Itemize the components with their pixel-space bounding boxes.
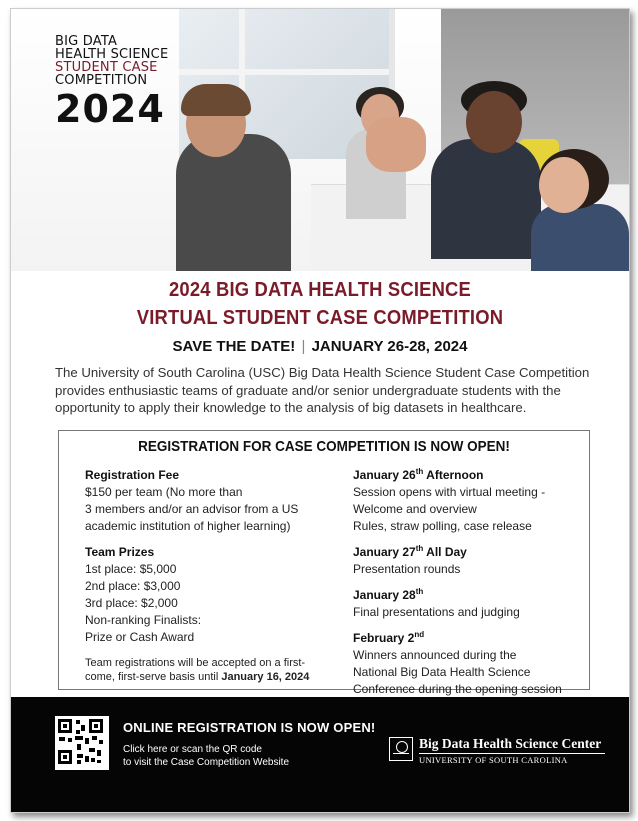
schedule-line: Presentation rounds	[353, 562, 461, 576]
online-registration-headline: ONLINE REGISTRATION IS NOW OPEN!	[123, 720, 376, 735]
registration-link-text[interactable]: to visit the Case Competition Website	[123, 757, 290, 768]
schedule-line: Welcome and overview	[353, 502, 477, 516]
schedule-line: Conference during the opening session	[353, 682, 562, 696]
prize-item: Prize or Cash Award	[85, 630, 195, 644]
registration-box	[58, 430, 590, 696]
schedule-line: National Big Data Health Science	[353, 665, 531, 679]
note-line-1: Team registrations will be accepted on a first-	[85, 657, 306, 669]
logo-line-4: COMPETITION	[55, 73, 148, 88]
note-deadline: January 16, 2024	[221, 671, 310, 683]
prize-item: Non-ranking Finalists:	[85, 613, 202, 627]
center-name: Big Data Health Science Center	[419, 736, 602, 751]
registration-note	[85, 656, 335, 684]
center-divider	[419, 753, 605, 754]
logo-year: 2024	[55, 87, 165, 131]
prizes-heading: Team Prizes	[85, 545, 155, 559]
high-five-hands	[366, 117, 426, 172]
qr-code-icon[interactable]	[55, 716, 109, 770]
registration-left-column	[85, 467, 335, 684]
person-4-head	[539, 157, 589, 213]
university-name: UNIVERSITY OF SOUTH CAROLINA	[419, 755, 568, 765]
schedule-line: Rules, straw polling, case release	[353, 519, 532, 533]
person-3-head	[466, 91, 522, 153]
fee-heading: Registration Fee	[85, 468, 180, 482]
schedule-day-heading: January 28th	[353, 587, 424, 602]
prize-item: 2nd place: $3,000	[85, 579, 181, 593]
save-separator: |	[301, 338, 306, 355]
fee-line: 3 members and/or an advisor from a US	[85, 502, 299, 516]
schedule-line: Winners announced during the	[353, 648, 517, 662]
logo-line-1: BIG DATA	[55, 34, 118, 49]
prize-item: 1st place: $5,000	[85, 562, 177, 576]
intro-paragraph: The University of South Carolina (USC) Big Data Health Science Student Case Competition provides enthusiastic teams of graduate and/or senior undergraduate students with the opportunity to apply their knowledge to the analysis of big datasets in healthcare.	[55, 365, 590, 415]
hero-photo	[11, 9, 629, 271]
schedule-day-heading: January 27th All Day	[353, 544, 467, 559]
registration-link-text[interactable]: Click here or scan the QR code	[123, 744, 262, 755]
title-line-1: 2024 BIG DATA HEALTH SCIENCE	[169, 279, 471, 301]
note-line-2: come, first-serve basis until	[85, 671, 219, 683]
person-4-body	[531, 204, 629, 271]
title-line-2: VIRTUAL STUDENT CASE COMPETITION	[136, 307, 504, 329]
flyer-page	[10, 8, 630, 813]
footer-banner	[11, 697, 629, 812]
person-1-body	[176, 134, 291, 271]
fee-line: $150 per team (No more than	[85, 485, 243, 499]
schedule-column	[353, 467, 585, 698]
prize-item: 3rd place: $2,000	[85, 596, 178, 610]
person-3-body	[431, 139, 541, 259]
schedule-line: Session opens with virtual meeting -	[353, 485, 546, 499]
logo-line-3: STUDENT CASE	[55, 60, 158, 75]
schedule-line: Final presentations and judging	[353, 605, 520, 619]
save-the-date	[11, 338, 629, 355]
competition-logo	[55, 35, 168, 129]
fee-line: academic institution of higher learning)	[85, 519, 291, 533]
save-label: SAVE THE DATE!	[172, 338, 296, 355]
person-1-hair	[181, 84, 251, 116]
schedule-day-heading: February 2nd	[353, 630, 425, 645]
schedule-day-heading: January 26th Afternoon	[353, 467, 484, 482]
university-seal-icon	[389, 737, 413, 761]
logo-line-2: HEALTH SCIENCE	[55, 47, 169, 62]
save-dates: JANUARY 26-28, 2024	[311, 338, 468, 355]
registration-title: REGISTRATION FOR CASE COMPETITION IS NOW OPEN!	[138, 438, 510, 455]
